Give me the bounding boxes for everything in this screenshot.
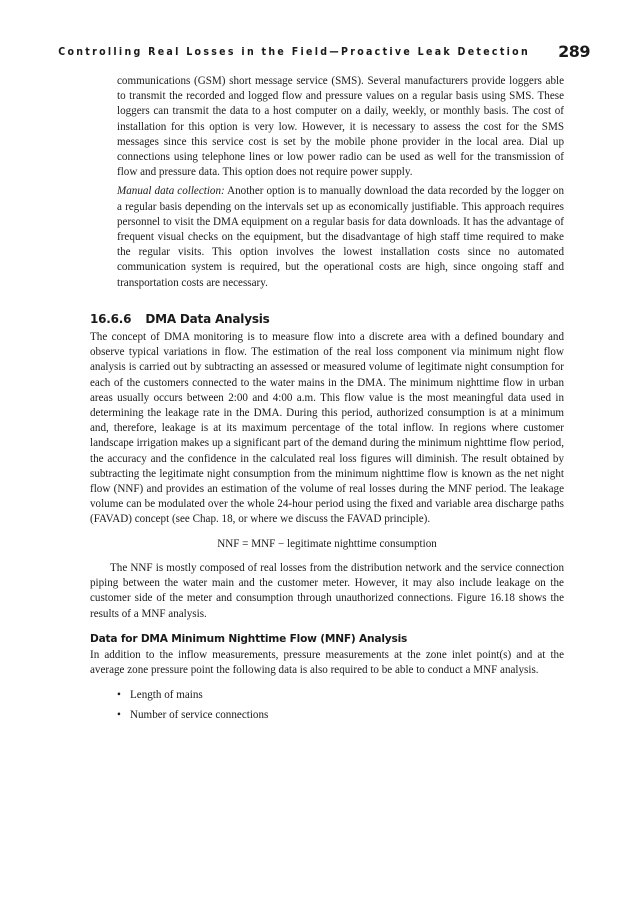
section-heading	[90, 312, 564, 327]
subsection-paragraph: In addition to the inflow measurements, pressure measurements at the zone inlet point(s) and at the average zone pressure point the following data is also required to be able to conduct a MNF analysis.	[90, 648, 564, 677]
running-title: Controlling Real Losses in the Field—Proactive Leak Detection	[58, 46, 530, 58]
bullet-icon: •	[117, 708, 121, 721]
section-paragraph-concept: The concept of DMA monitoring is to measure flow into a discrete area with a defined boundary and observe typical variations in flow. The estimation of the real loss component via minimum night flow analysis is carried out by subtracting an assessed or measured volume of legitimate night consumption for each of the customers connected to the water mains in the DMA. The minimum nighttime flow in urban areas usually occurs between 2:00 and 4:00 a.m. This flow value is the most meaningful data used in determining the leakage rate in the DMA. During this period, authorized consumption is at a minimum and, therefore, leakage is at its maximum percentage of the total inflow. In regions where customer landscape irrigation makes up a significant part of the demand during the minimum nighttime flow period, the accuracy and the confidence in the calculated real loss figures will diminish. The result obtained by subtracting the legitimate night consumption from the minimum nighttime flow is known as the net night flow (NNF) and provides an estimation of the volume of real losses during the MNF period. The leakage volume can be modulated over the whole 24-hour period using the fixed and variable area discharge paths (FAVAD) concept (see Chap. 18, or where we discuss the FAVAD principle).	[90, 331, 564, 526]
intro-paragraph-manual	[117, 184, 564, 290]
manual-collection-lead: Manual data collection:	[117, 185, 225, 198]
page-number: 289	[558, 42, 590, 61]
list-item-text: Length of mains	[130, 689, 203, 702]
subsection-heading: Data for DMA Minimum Nighttime Flow (MNF) Analysis	[90, 632, 408, 645]
list-item-text: Number of service connections	[130, 708, 269, 721]
list-item	[117, 688, 564, 703]
bullet-icon: •	[117, 689, 121, 702]
running-header	[58, 42, 590, 64]
nnf-equation: NNF = MNF − legitimate nighttime consumption	[217, 537, 437, 550]
intro-paragraph-sms: communications (GSM) short message service (SMS). Several manufacturers provide loggers able to transmit the recorded and logged flow and pressure values on a regular basis using SMS. These loggers can transmit the data to a host computer on a daily, weekly, or monthly basis. The cost of installation for this option is very low. However, it is necessary to assess the cost for the SMS messages since this service cost is set by the mobile phone provider in the local area. Dial up connections using telephone lines or low power radio can be used as well for the transmission of flow and pressure data. This option does not require power supply.	[117, 75, 564, 179]
intro-block	[117, 74, 564, 291]
list-item	[117, 708, 564, 723]
section-paragraph-nnf: The NNF is mostly composed of real losses from the distribution network and the service connection piping between the water main and the customer meter. However, it may also include leakage on the customer side of the meter and consumption through unauthorized connections. Figure 16.18 shows the results of a MNF analysis.	[90, 561, 564, 620]
section-title: DMA Data Analysis	[145, 311, 270, 326]
data-requirements-list	[90, 688, 564, 722]
body-text	[90, 74, 564, 727]
manual-collection-text: Another option is to manually download the data recorded by the logger on a regular basis depending on the intervals set up as economically justifiable. This approach requires personnel to visit the DMA equipment on a regular basis for data downloads. It has the advantage of frequent visual checks on the equipment, but the disadvantage of high staff time required to make the regular visits. This option involves the lowest installation costs since no automated communication system is required, but the operational costs are high, since ongoing staff and transportation costs are necessary.	[117, 185, 565, 289]
section-number: 16.6.6	[90, 311, 132, 326]
